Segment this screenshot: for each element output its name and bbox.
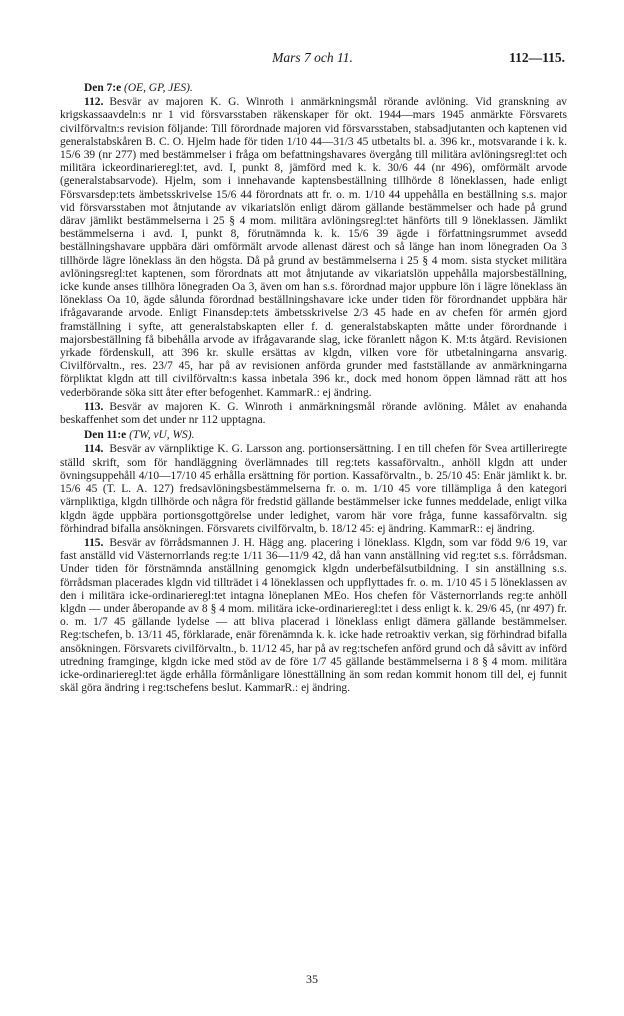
case-number: 112. (84, 96, 104, 109)
header-case-range: 112—115. (509, 50, 565, 65)
date-heading-codes: (OE, GP, JES). (124, 82, 193, 94)
case-entry-114 (60, 443, 567, 535)
date-heading-label: Den 7:e (84, 82, 122, 94)
date-heading-11 (60, 429, 567, 442)
case-entry-113 (60, 401, 567, 427)
case-entry-112 (60, 96, 567, 400)
case-number: 113. (84, 400, 104, 413)
case-entry-115 (60, 537, 567, 695)
document-body (60, 80, 567, 696)
running-header (60, 50, 565, 70)
date-heading-7 (60, 82, 567, 95)
case-text: Besvär av majoren K. G. Winroth i anmärkningsmål rörande avlöning. Målet av enahanda beskaffenhet som det under nr 112 upptagna. (60, 400, 567, 427)
header-title: Mars 7 och 11. (272, 50, 353, 65)
case-text: Besvär av majoren K. G. Winroth i anmärkningsmål rörande avlöning. Vid granskning av krigskassaavdeln:s nr 1 vid försvarsstaben räkenskaper för okt. 1944—mars 1945 anmärkte Försvarets civilförvaltn:s revision följande: Till förordnade majoren vid försvarsstaben, stabsadjutanten och kaptenen vid generalstabskåren B. C. O. Hjelm hade för tiden 1/10 44—31/3 45 utbetalts bl. a. 396 kr., motsvarande i k. k. 15/6 39 (nr 277) med bestämmelser i fråga om befattningshavares övergång till militära avlöningsregl:tet och militära ickeordinarieregl:tet, avd. I, punkt 8, jämförd med k. k. 30/6 44 (nr 496), omförmält arvode (generalstabsarvode). Hjelm, som i innehavande kaptensbeställning tillhörde 8 löneklassen, hade enligt Försvarsdep:tets ämbetsskrivelse 15/6 44 förordnats att fr. o. m. 1/10 44 uppehålla en beställning s.s. major vid försvarsstaben mot åtnjutande av vikariatslön enligt därom gällande bestämmelser och hade på grund därav jämlikt bestämmelserna i 25 § 4 mom. militära avlöningsregl:tet hänförts till 9 löneklassen. Jämlikt bestämmelserna i avd. I, punkt 8, förutnämnda k. k. 15/6 39 ägde i författningsrummet avsedd beställningshavare uppbära däri omförmält arvode allenast därest och så länge han inom lönegraden Oa 3 tillhörde lägre löneklass än den högsta. Då på grund av bestämmelserna i 25 § 4 mom. sista stycket militära avlöningsregl:tet kaptenen, som förordnats att mot åtnjutande av vikariatslön uppehålla majorsbeställning, icke kunde anses tillhöra lönegraden Oa 3, även om han s.s. förordnad major uppbure lön i lägre löneklass än löneklass Oa 10, ägde sålunda förordnad beställningshavare icke under tiden för förordnandet uppbära här ifrågavarande arvode. Enligt Finansdep:tets ämbetsskrivelse 2/3 45 hade en av chefen för armén gjord framställning i syfte, att generalstabskapten eller f. d. generalstabskapten måtte under förordnande i majorsbeställning få bibehålla arvode av ifrågavarande slag, icke föranlett någon K. M:ts åtgärd. Revisionen yrkade fördenskull, att 396 kr. skulle ersättas av klgdn, vilken vore för utbetalningarna ansvarig. Civilförvaltn., res. 23/7 45, har på av revisionen anförda grunder med fastställande av anmärkningarna förpliktat klgdn att till civilförvaltn:s kassa inbetala 396 kr., dock med honom öppen lämnad rätt att hos vederbörande söka sitt åter efter befogenhet. KammarR.: ej ändring. (60, 96, 567, 399)
case-number: 114. (84, 443, 104, 456)
case-text: Besvär av förrådsmannen J. H. Hägg ang. placering i löneklass. Klgdn, som var född 9/6 19, var fast anställd vid Västernorrlands reg:te 1/11 36—11/9 42, då han vann anställning vid reg:tet s.s. förrådsman. Under tiden för förstnämnda anställning genomgick klgdn underbefälsutbildning. I sin anställning s.s. förrådsman placerades klgdn vid tillträdet i 4 löneklassen och uppflyttades fr. o. m. 1/10 45 i 5 löneklassen av den i militära icke-ordinarieregl:tet intagna löneplanen MEo. Hos chefen för Västernorrlands reg:te anhöll klgdn — under åberopande av 8 § 4 mom. militära icke-ordinarieregl:tet i dess enligt k. k. 29/6 45, (nr 497) fr. o. m. 1/7 45 gällande lydelse — att bliva placerad i löneklass enligt dämera gällande bestämmelser. Reg:tschefen, b. 13/11 45, förklarade, enär förenämnda k. k. icke hade retroaktiv verkan, sig förhindrad bifalla ansökningen. Försvarets civilförvaltn., b. 11/12 45, har på av reg:tschefen anförd grund och då såvitt av införd utredning framginge, klgdn icke med stöd av de före 1/7 45 gällande bestämmelserna i 8 § 4 mom. militära icke-ordinarieregl:tet ägde erhålla förmånligare lönesttällning än som redan kommit honom till del, ej funnit skäl göra ändring i reg:tschefens beslut. KammarR.: ej ändring. (60, 536, 567, 695)
case-number: 115. (84, 536, 104, 549)
page-number: 35 (306, 972, 318, 986)
case-text: Besvär av värnpliktige K. G. Larsson ang. portionsersättning. I en till chefen för Svea artilleriregte ställd skrift, som för handläggning överlämnades till reg:tets kassaförvaltn., anhöll klgdn att under övningsuppehåll 4/10—17/10 45 erhålla ersättning för portion. Kassaförvaltn., b. 25/10 45: Enär jämlikt k. br. 15/6 45 (T. L. A. 127) fredsavlöningsbestämmelserna fr. o. m. 1/10 45 vore tillämpliga å den kategori värnpliktiga, klgdn tillhörde och några för fredstid gällande bestämmelser icke funnes meddelade, enligt vilka klgdn ägde uppbära portionsgottgörelse under ledighet, varom här vore fråga, funne kassaförvaltn. sig förhindrad bifalla ansökningen. Försvarets civilförvaltn, b. 18/12 45: ej ändring. KammarR:: ej ändring. (60, 443, 567, 535)
date-heading-label: Den 11:e (84, 429, 127, 442)
date-heading-codes: (TW, vU, WS). (129, 429, 195, 442)
